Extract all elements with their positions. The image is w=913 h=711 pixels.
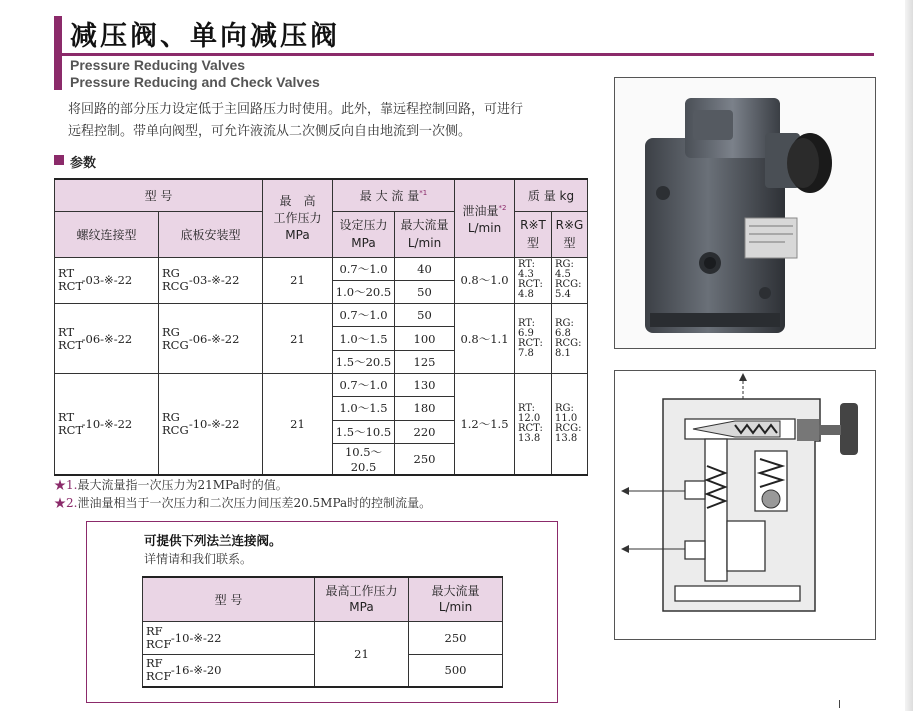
flange-model-suffix: -10-※-22 bbox=[170, 630, 222, 645]
table-header-row bbox=[55, 179, 588, 211]
header-threaded: 螺纹连接型 bbox=[55, 211, 159, 257]
set-pressure-cell: 10.5～20.5 bbox=[333, 443, 395, 475]
mass-rcg-value: 13.8 bbox=[555, 432, 578, 444]
mass-rt-value: 12.0 bbox=[518, 412, 541, 424]
mass-rct-value: 7.8 bbox=[518, 347, 534, 359]
header-subplate: 底板安装型 bbox=[159, 211, 263, 257]
footnote-2-mark: ★2. bbox=[54, 496, 78, 510]
mass-rcg-value: 5.4 bbox=[555, 289, 571, 301]
threaded-model-suffix: -10-※-22 bbox=[81, 416, 133, 431]
mass-rg-label: RG: bbox=[555, 259, 574, 271]
set-pressure-cell: 1.0～20.5 bbox=[333, 280, 395, 303]
header-max-pressure-line-1: 最 高 bbox=[279, 193, 316, 208]
set-pressure-cell: 1.0～1.5 bbox=[333, 397, 395, 420]
flange-header-flow-unit: L/min bbox=[438, 600, 473, 615]
max-pressure-cell: 21 bbox=[263, 304, 333, 374]
title-accent-bar bbox=[54, 16, 62, 54]
set-pressure-cell: 0.7～1.0 bbox=[333, 373, 395, 396]
spec-table bbox=[54, 178, 588, 476]
header-mass: 质 量 kg bbox=[515, 179, 588, 211]
flange-table bbox=[142, 576, 503, 688]
flange-row bbox=[143, 621, 503, 654]
set-pressure-cell: 0.7～1.0 bbox=[333, 304, 395, 327]
max-flow-cell: 50 bbox=[395, 304, 455, 327]
threaded-model bbox=[55, 373, 159, 474]
header-model: 型 号 bbox=[55, 179, 263, 211]
flange-model-b: RCF bbox=[146, 669, 171, 684]
header-max-pressure bbox=[263, 179, 333, 257]
mass-rct-label: RCT: bbox=[518, 337, 543, 349]
subplate-model-b: RCG bbox=[162, 337, 189, 352]
mass-rct-label: RCT: bbox=[518, 279, 543, 291]
flange-table-body bbox=[143, 621, 503, 687]
threaded-model-b: RCT bbox=[58, 279, 82, 294]
max-flow-cell: 125 bbox=[395, 350, 455, 373]
subplate-model-b: RCG bbox=[162, 279, 189, 294]
mass-rg-label: RG: bbox=[555, 402, 574, 414]
threaded-model-a: RT bbox=[58, 266, 75, 281]
subtitle-accent-bar bbox=[54, 56, 62, 90]
mass-rcg-label: RCG: bbox=[555, 422, 582, 434]
product-photo bbox=[614, 77, 876, 349]
set-pressure-cell: 1.5～20.5 bbox=[333, 350, 395, 373]
subtitle-en-2: Pressure Reducing and Check Valves bbox=[70, 74, 320, 90]
subplate-model-suffix: -06-※-22 bbox=[188, 331, 240, 346]
flange-header-row bbox=[143, 577, 503, 621]
valve-section-diagram bbox=[614, 370, 876, 640]
mass-rt-value: 4.3 bbox=[518, 269, 534, 281]
threaded-model-a: RT bbox=[58, 324, 75, 339]
mass-rt-cell bbox=[515, 257, 552, 304]
subplate-model-a: RG bbox=[162, 324, 180, 339]
max-flow-cell: 130 bbox=[395, 373, 455, 396]
header-max-pressure-unit: MPa bbox=[285, 227, 310, 242]
flange-header-model: 型 号 bbox=[143, 577, 315, 621]
header-rt-type-label: R※T bbox=[520, 218, 546, 232]
note-ref-2: *2 bbox=[498, 203, 507, 212]
flange-title: 可提供下列法兰连接阀。 bbox=[144, 533, 282, 548]
flange-model-b: RCF bbox=[146, 636, 171, 651]
page-tick-mark bbox=[839, 700, 840, 708]
subplate-model-suffix: -10-※-22 bbox=[188, 416, 240, 431]
header-set-pressure bbox=[333, 211, 395, 257]
valve-section-illustration bbox=[615, 371, 875, 639]
mass-rt-cell bbox=[515, 304, 552, 374]
set-pressure-cell: 1.5～10.5 bbox=[333, 420, 395, 443]
threaded-model-b: RCT bbox=[58, 337, 82, 352]
header-rt-type-suffix: 型 bbox=[526, 236, 539, 250]
footnote-1-text: 最大流量指一次压力为21MPa时的值。 bbox=[77, 478, 288, 492]
header-flow-value bbox=[395, 211, 455, 257]
flange-header-flow-label: 最大流量 bbox=[431, 584, 480, 599]
max-pressure-cell: 21 bbox=[263, 373, 333, 474]
intro-paragraph bbox=[68, 99, 598, 143]
mass-rct-value: 13.8 bbox=[518, 432, 541, 444]
header-max-flow bbox=[333, 179, 455, 211]
mass-rt-label: RT: bbox=[518, 259, 536, 271]
table-row bbox=[55, 373, 588, 396]
header-rg-type-suffix: 型 bbox=[563, 236, 576, 250]
footnote-2 bbox=[54, 494, 431, 511]
subplate-model bbox=[159, 373, 263, 474]
flange-subtitle: 详情请和我们联系。 bbox=[144, 552, 253, 566]
flange-model-suffix: -16-※-20 bbox=[170, 663, 222, 678]
max-flow-cell: 180 bbox=[395, 397, 455, 420]
section-title: 参数 bbox=[70, 156, 97, 171]
mass-rct-value: 4.8 bbox=[518, 289, 534, 301]
mass-rcg-value: 8.1 bbox=[555, 347, 571, 359]
header-rg-type-label: R※G bbox=[555, 218, 584, 232]
header-max-pressure-line-2: 工作压力 bbox=[273, 210, 322, 225]
mass-rg-value: 11.0 bbox=[555, 412, 578, 424]
threaded-model-b: RCT bbox=[58, 422, 82, 437]
title-rule bbox=[54, 53, 874, 56]
threaded-model-a: RT bbox=[58, 409, 75, 424]
subplate-model-a: RG bbox=[162, 409, 180, 424]
mass-rg-cell bbox=[552, 304, 588, 374]
flange-pressure-cell: 21 bbox=[315, 621, 409, 687]
flange-header-flow bbox=[409, 577, 503, 621]
header-rg-type bbox=[552, 211, 588, 257]
mass-rcg-label: RCG: bbox=[555, 279, 582, 291]
max-flow-cell: 220 bbox=[395, 420, 455, 443]
subtitle-en-1: Pressure Reducing Valves bbox=[70, 57, 246, 73]
mass-rt-label: RT: bbox=[518, 317, 536, 329]
mass-rg-cell bbox=[552, 257, 588, 304]
threaded-model bbox=[55, 304, 159, 374]
flange-model-a: RF bbox=[146, 623, 163, 638]
flange-model bbox=[143, 654, 315, 687]
flange-header-pressure bbox=[315, 577, 409, 621]
note-ref-1: *1 bbox=[419, 188, 428, 197]
header-drain-label: 泄油量 bbox=[462, 203, 499, 218]
mass-rct-label: RCT: bbox=[518, 422, 543, 434]
intro-line-1: 将回路的部分压力设定低于主回路压力时使用。此外，靠远程控制回路，可进行 bbox=[68, 102, 524, 117]
max-flow-cell: 50 bbox=[395, 280, 455, 303]
spec-table-body bbox=[55, 257, 588, 475]
mass-rt-value: 6.9 bbox=[518, 327, 534, 339]
subplate-model-a: RG bbox=[162, 266, 180, 281]
threaded-model-suffix: -03-※-22 bbox=[81, 273, 133, 288]
drain-cell: 0.8～1.0 bbox=[455, 257, 515, 304]
section-square-icon bbox=[54, 155, 64, 165]
header-drain bbox=[455, 179, 515, 257]
flange-model bbox=[143, 621, 315, 654]
subplate-model bbox=[159, 304, 263, 374]
table-row bbox=[55, 257, 588, 280]
page-edge-shadow bbox=[905, 0, 913, 711]
threaded-model bbox=[55, 257, 159, 304]
subplate-model-suffix: -03-※-22 bbox=[188, 273, 240, 288]
subplate-model bbox=[159, 257, 263, 304]
header-drain-unit: L/min bbox=[467, 220, 502, 235]
mass-rt-label: RT: bbox=[518, 402, 536, 414]
flange-flow-cell: 250 bbox=[409, 621, 503, 654]
footnote-1 bbox=[54, 476, 288, 493]
mass-rcg-label: RCG: bbox=[555, 337, 582, 349]
intro-line-2: 远程控制。带单向阀型，可允许液流从二次侧反向自由地流到一次侧。 bbox=[68, 124, 472, 139]
footnote-1-mark: ★1. bbox=[54, 478, 78, 492]
header-set-pressure-label: 设定压力 bbox=[339, 218, 388, 232]
max-flow-cell: 100 bbox=[395, 327, 455, 350]
mass-rg-value: 6.8 bbox=[555, 327, 571, 339]
mass-rg-cell bbox=[552, 373, 588, 474]
footnote-2-text: 泄油量相当于一次压力和二次压力间压差20.5MPa时的控制流量。 bbox=[77, 496, 432, 510]
flange-header-pressure-unit: MPa bbox=[349, 600, 374, 615]
header-max-flow-label: 最 大 流 量 bbox=[359, 188, 420, 203]
page-title: 减压阀、单向减压阀 bbox=[70, 21, 340, 52]
mass-rt-cell bbox=[515, 373, 552, 474]
mass-rg-label: RG: bbox=[555, 317, 574, 329]
flange-model-a: RF bbox=[146, 656, 163, 671]
header-flow-value-unit: L/min bbox=[407, 236, 442, 250]
max-flow-cell: 40 bbox=[395, 257, 455, 280]
subplate-model-b: RCG bbox=[162, 422, 189, 437]
header-set-pressure-unit: MPa bbox=[351, 236, 376, 250]
valve-photo-illustration bbox=[615, 78, 875, 348]
flange-header-pressure-label: 最高工作压力 bbox=[325, 584, 398, 599]
drain-cell: 1.2～1.5 bbox=[455, 373, 515, 474]
threaded-model-suffix: -06-※-22 bbox=[81, 331, 133, 346]
mass-rg-value: 4.5 bbox=[555, 269, 571, 281]
header-rt-type bbox=[515, 211, 552, 257]
drain-cell: 0.8～1.1 bbox=[455, 304, 515, 374]
flange-flow-cell: 500 bbox=[409, 654, 503, 687]
table-row bbox=[55, 304, 588, 327]
header-flow-value-label: 最大流量 bbox=[400, 218, 449, 232]
max-pressure-cell: 21 bbox=[263, 257, 333, 304]
set-pressure-cell: 0.7～1.0 bbox=[333, 257, 395, 280]
max-flow-cell: 250 bbox=[395, 443, 455, 475]
set-pressure-cell: 1.0～1.5 bbox=[333, 327, 395, 350]
